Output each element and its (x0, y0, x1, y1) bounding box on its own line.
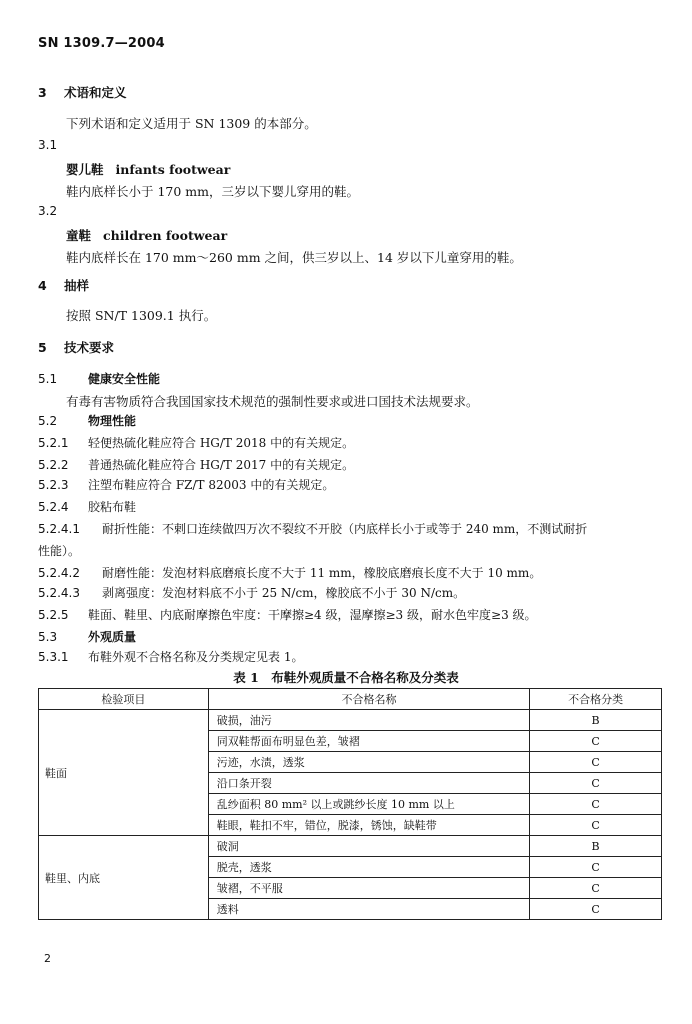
clause-5-2-2: 5.2.2 普通热硫化鞋应符合 HG/T 2017 中的有关规定。 (38, 458, 355, 472)
nonconformity-class: C (530, 752, 662, 773)
table-header-row (39, 689, 662, 710)
definition-3-2: 鞋内底样长在 170 mm～260 mm 之间，供三岁以上、14 岁以下儿童穿用的鞋。 (66, 250, 522, 265)
standard-number-header: SN 1309.7—2004 (38, 36, 165, 51)
clause-5-2-3: 5.2.3 注塑布鞋应符合 FZ/T 82003 中的有关规定。 (38, 478, 335, 492)
section-5-3-heading: 5.3 外观质量 (38, 630, 137, 644)
nonconformity-name: 污迹，水渍，透浆 (208, 752, 529, 773)
section-5-1-text: 有毒有害物质符合我国国家技术规范的强制性要求或进口国技术法规要求。 (66, 394, 479, 409)
nonconformity-class: C (530, 899, 662, 920)
nonconformity-name: 破损，油污 (208, 710, 529, 731)
section-5-2-heading: 5.2 物理性能 (38, 414, 137, 428)
nonconformity-name: 沿口条开裂 (208, 773, 529, 794)
header-nonconformity-name: 不合格名称 (208, 689, 529, 710)
table-1-caption: 表 1 布鞋外观质量不合格名称及分类表 (233, 670, 459, 685)
group-upper: 鞋面 (39, 710, 209, 836)
nonconformity-class: C (530, 815, 662, 836)
clause-5-2-4-2: 5.2.4.2 耐磨性能：发泡材料底磨痕长度不大于 11 mm，橡胶底磨痕长度不大于 10 mm。 (38, 566, 542, 580)
clause-5-2-5: 5.2.5 鞋面、鞋里、内底耐摩擦色牢度：干摩擦≥4 级，湿摩擦≥3 级，耐水色牢度≥3 级。 (38, 608, 537, 622)
clause-5-2-1: 5.2.1 轻便热硫化鞋应符合 HG/T 2018 中的有关规定。 (38, 436, 355, 450)
nonconformity-name: 皱褶，不平服 (208, 878, 529, 899)
nonconformity-name: 同双鞋帮面布明显色差，皱褶 (208, 731, 529, 752)
nonconformity-name: 乱纱面积 80 mm² 以上或跳纱长度 10 mm 以上 (208, 794, 529, 815)
clause-5-3-1: 5.3.1 布鞋外观不合格名称及分类规定见表 1。 (38, 650, 304, 664)
table-1 (38, 688, 662, 920)
term-3-1: 婴儿鞋 infants footwear (66, 162, 231, 177)
nonconformity-name: 鞋眼，鞋扣不牢，错位，脱漆，锈蚀，缺鞋带 (208, 815, 529, 836)
section-5-1-heading: 5.1 健康安全性能 (38, 372, 161, 386)
clause-5-2-4-1: 5.2.4.1 耐折性能：不剌口连续做四万次不裂纹不开胶（内底样长小于或等于 240 mm，不测试耐折 (38, 522, 588, 536)
clause-5-2-4-3: 5.2.4.3 剥离强度：发泡材料底不小于 25 N/cm，橡胶底不小于 30 N/cm。 (38, 586, 466, 600)
table-row (39, 710, 662, 731)
clause-5-2-4-1-continued: 性能）。 (38, 544, 81, 558)
table-row (39, 836, 662, 857)
nonconformity-class: C (530, 773, 662, 794)
section-3-heading: 3 术语和定义 (38, 85, 127, 100)
nonconformity-class: C (530, 878, 662, 899)
nonconformity-name: 透料 (208, 899, 529, 920)
nonconformity-name: 破洞 (208, 836, 529, 857)
section-5-heading: 5 技术要求 (38, 340, 115, 355)
nonconformity-class: B (530, 836, 662, 857)
section-4-heading: 4 抽样 (38, 278, 90, 293)
nonconformity-class: C (530, 794, 662, 815)
section-3-2-number: 3.2 (38, 204, 58, 218)
section-3-1-number: 3.1 (38, 138, 58, 152)
section-4-text: 按照 SN/T 1309.1 执行。 (66, 308, 217, 323)
nonconformity-class: C (530, 857, 662, 878)
definition-3-1: 鞋内底样长小于 170 mm，三岁以下婴儿穿用的鞋。 (66, 184, 360, 199)
nonconformity-class: C (530, 731, 662, 752)
nonconformity-name: 脱壳，透浆 (208, 857, 529, 878)
page-number: 2 (44, 952, 51, 965)
section-3-text: 下列术语和定义适用于 SN 1309 的本部分。 (66, 116, 317, 131)
clause-5-2-4: 5.2.4 胶粘布鞋 (38, 500, 137, 514)
header-nonconformity-class: 不合格分类 (530, 689, 662, 710)
nonconformity-class: B (530, 710, 662, 731)
group-lining-insole: 鞋里、内底 (39, 836, 209, 920)
term-3-2: 童鞋 children footwear (66, 228, 228, 243)
header-inspection-item: 检验项目 (39, 689, 209, 710)
